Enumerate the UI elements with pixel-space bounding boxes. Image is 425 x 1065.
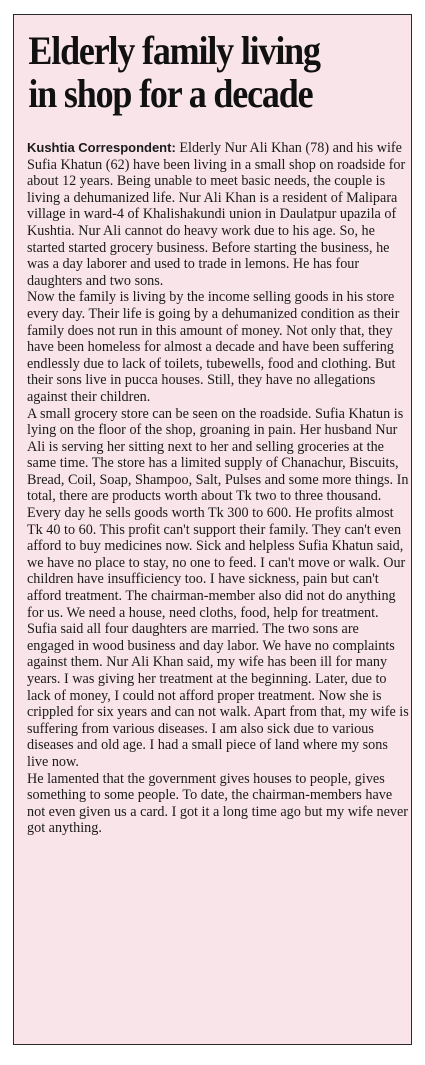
news-clipping — [13, 14, 412, 1045]
headline — [14, 29, 412, 115]
paragraph-4: Every day he sells goods worth Tk 300 to 600. He profits almost Tk 40 to 60. This profit can't support their family. They can't even afford to buy medicines now. Sick and helpless Sufia Khatun said, we have no place to stay, no one to feed. I can't move or walk. Our children have insufficiency too. I have sickness, pain but can't afford treatment. The chairman-member also did not do anything for us. We need a house, need cloths, food, help for treatment. Sufia said all four daughters are married. The two sons are engaged in wood business and day labor. We have no complaints against them. Nur Ali Khan said, my wife has been ill for many years. I was giving her treatment at the beginning. Later, due to lack of money, I could not afford proper treatment. Now she is crippled for six years and can not walk. Apart from that, my wife is suffering from various diseases. I am also sick due to various diseases and old age. I had a small piece of land where my sons live now. — [27, 505, 409, 770]
byline: Kushtia Correspondent: — [27, 140, 176, 155]
paragraph-5: He lamented that the government gives houses to people, gives something to some people. To date, the chairman-members have not even given us a card. I got it a long time ago but my wife never got anything. — [27, 770, 408, 837]
headline-line-2: in shop for a decade — [28, 71, 313, 116]
paragraph-1-text: Elderly Nur Ali Khan (78) and his wife Sufia Khatun (62) have been living in a small shop on roadside for about 12 years. Being unable to meet basic needs, the couple is living a dehumanized life. Nur Ali Khan is a resident of Malipara village in ward-4 of Khalishakundi union in Daulatpur upazila of Kushtia. Nur Ali cannot do heavy work due to his age. So, he started started grocery business. Before starting the business, he was a day laborer and used to trade in lemons. He has four daughters and two sons. — [27, 140, 406, 289]
paragraph-1 — [27, 140, 409, 289]
article-body — [27, 140, 409, 837]
paragraph-2: Now the family is living by the income selling goods in his store every day. Their life is going by a dehumanized condition as their family does not run in this amount of money. Not only that, they have been homeless for almost a decade and have been suffering endlessly due to lack of toilets, tubewells, food and clothing. But their sons live in pucca houses. Still, they have no allegations against their children. — [27, 289, 400, 405]
headline-line-1: Elderly family living — [28, 28, 320, 73]
paragraph-3: A small grocery store can be seen on the roadside. Sufia Khatun is lying on the floor of the shop, groaning in pain. Her husband Nur Ali is serving her sitting next to her and selling groceries at the same time. The store has a limited supply of Chanachur, Biscuits, Bread, Coil, Soap, Shampoo, Salt, Pulses and some more things. In total, there are products worth about Tk two to three thousand. — [27, 405, 409, 505]
